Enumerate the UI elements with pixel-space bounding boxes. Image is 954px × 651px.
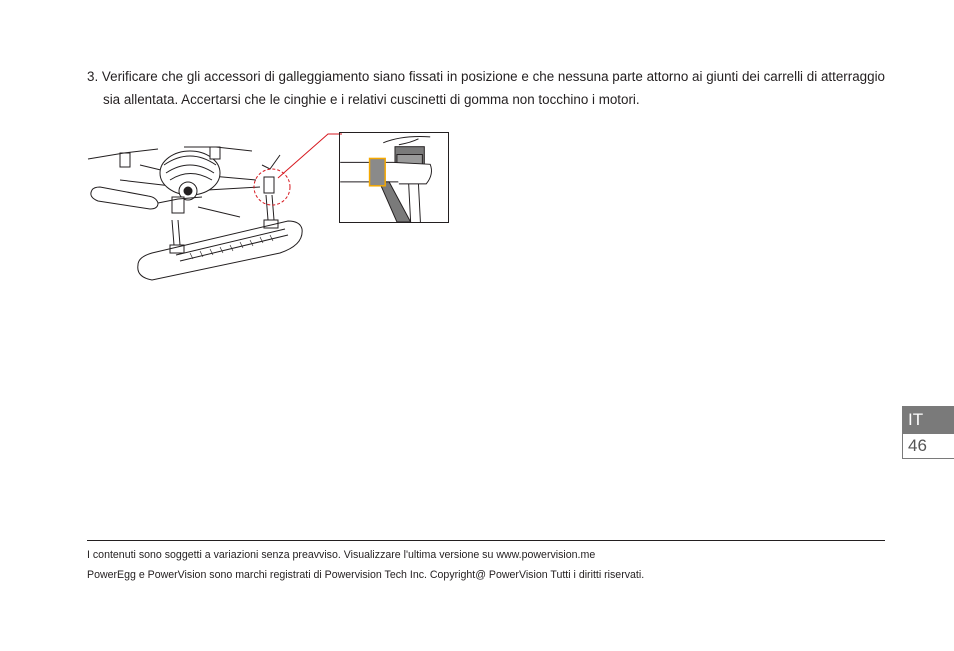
footer-divider bbox=[87, 540, 885, 541]
footer-disclaimer: I contenuti sono soggetti a variazioni senza preavviso. Visualizzare l'ultima versione su www.powervision.me bbox=[87, 549, 596, 561]
language-tab: IT bbox=[902, 406, 954, 433]
instruction-step-3: 3. Verificare che gli accessori di galleggiamento siano fissati in posizione e che nessuna parte attorno ai giunti dei carrelli di atterraggio sia allentata. Accertarsi che le cinghie e i relativi cuscinetti di gomma non tocchino i motori. bbox=[87, 69, 885, 107]
landing-gear-detail-illustration bbox=[339, 132, 449, 223]
page-number: 46 bbox=[902, 433, 954, 459]
footer-copyright: PowerEgg e PowerVision sono marchi registrati di Powervision Tech Inc. Copyright@ PowerVision Tutti i diritti riservati. bbox=[87, 569, 645, 581]
callout-leader-line bbox=[270, 130, 342, 190]
